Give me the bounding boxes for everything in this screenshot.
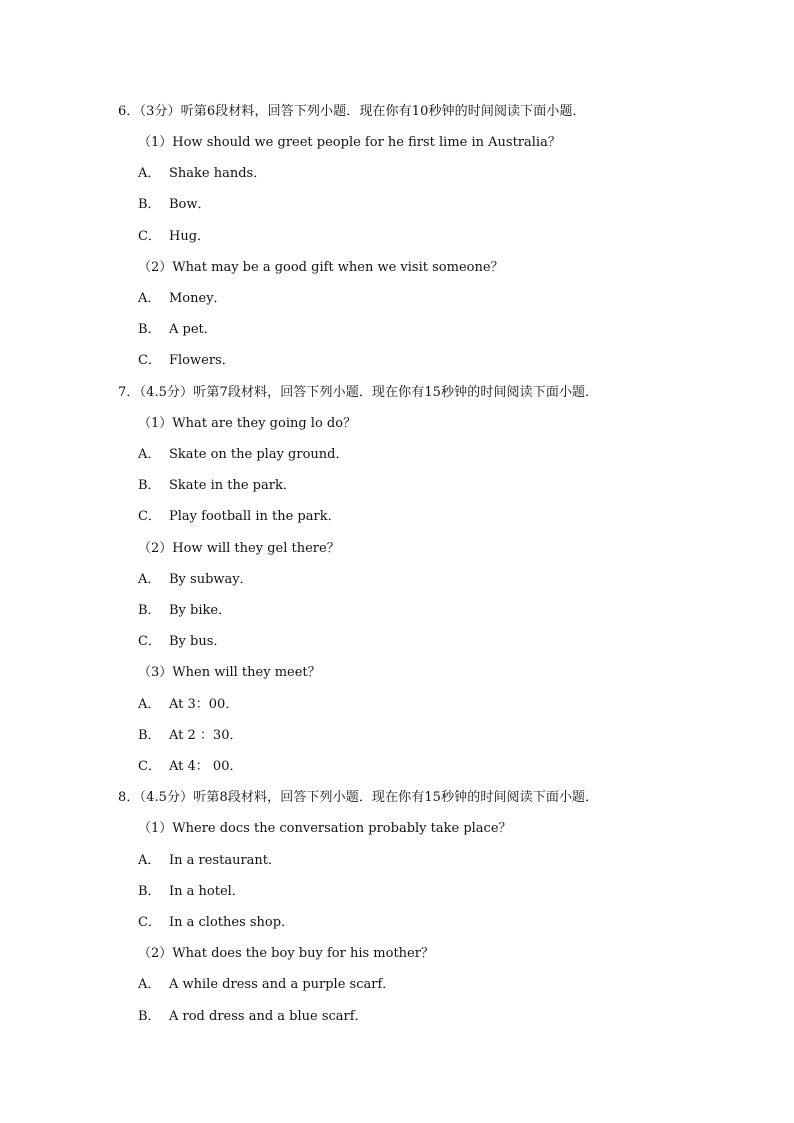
option-text: A rod dress and a blue scarf．	[169, 1009, 368, 1024]
option-text: Skate on the play ground．	[169, 447, 349, 462]
question-6-2-option-c	[138, 353, 235, 369]
option-letter: B．	[138, 322, 161, 337]
option-letter: B．	[138, 197, 161, 212]
question-7-3-option-b	[138, 728, 242, 744]
option-letter: A．	[138, 853, 161, 868]
option-letter: C．	[138, 353, 161, 368]
question-8-1-prompt: （1）Where docs the conversation probably take place？	[138, 821, 512, 836]
option-text: A pet．	[169, 322, 217, 337]
option-letter: C．	[138, 915, 161, 930]
question-7-1-option-a	[138, 447, 348, 463]
question-7-2-option-b	[138, 603, 231, 619]
option-text: By bus．	[169, 634, 227, 649]
question-8-2-option-b	[138, 1009, 368, 1025]
question-7-1-option-c	[138, 509, 341, 525]
question-6-1-prompt: （1）How should we greet people for he first lime in Australia？	[138, 135, 561, 150]
option-text: By bike．	[169, 603, 232, 618]
option-text: Play football in the park．	[169, 509, 341, 524]
option-letter: A．	[138, 977, 161, 992]
option-letter: A．	[138, 572, 161, 587]
option-text: Shake hands．	[169, 166, 267, 181]
option-letter: B．	[138, 728, 161, 743]
question-6-1-option-b	[138, 197, 211, 213]
question-8-1-option-a	[138, 853, 281, 869]
option-text: A while dress and a purple scarf．	[169, 977, 396, 992]
option-letter: C．	[138, 509, 161, 524]
question-6-2-option-a	[138, 291, 227, 307]
option-text: At 2 ：30．	[169, 728, 243, 743]
option-text: At 4： 00．	[169, 759, 243, 774]
option-text: In a clothes shop．	[169, 915, 295, 930]
option-letter: A．	[138, 447, 161, 462]
option-text: By subway．	[169, 572, 253, 587]
question-7-2-option-c	[138, 634, 226, 650]
question-8-2-option-a	[138, 977, 395, 993]
option-letter: A．	[138, 166, 161, 181]
question-6-title: 6．（3分）听第6段材料，回答下列小题．现在你有10秒钟的时间阅读下面小题．	[118, 104, 586, 119]
option-text: Money．	[169, 291, 227, 306]
option-text: In a hotel．	[169, 884, 245, 899]
option-text: Skate in the park．	[169, 478, 296, 493]
question-8-1-option-c	[138, 915, 294, 931]
option-letter: B．	[138, 603, 161, 618]
question-7-3-prompt: （3）When will they meet？	[138, 665, 321, 680]
question-7-1-option-b	[138, 478, 296, 494]
question-7-2-prompt: （2）How will they gel there？	[138, 541, 340, 556]
option-letter: B．	[138, 1009, 161, 1024]
option-text: At 3：00．	[169, 697, 239, 712]
question-6-2-option-b	[138, 322, 217, 338]
question-8-2-prompt: （2）What does the boy buy for his mother？	[138, 946, 434, 961]
option-letter: A．	[138, 291, 161, 306]
question-7-1-prompt: （1）What are they going lo do？	[138, 416, 357, 431]
option-text: Flowers．	[169, 353, 235, 368]
option-letter: C．	[138, 634, 161, 649]
option-text: Hug．	[169, 229, 211, 244]
question-7-title: 7．（4.5分）听第7段材料，回答下列小题．现在你有15秒钟的时间阅读下面小题．	[118, 385, 599, 400]
option-letter: B．	[138, 478, 161, 493]
question-7-3-option-c	[138, 759, 242, 775]
question-8-title: 8．（4.5分）听第8段材料，回答下列小题．现在你有15秒钟的时间阅读下面小题．	[118, 790, 599, 805]
question-7-3-option-a	[138, 697, 238, 713]
question-6-1-option-c	[138, 229, 210, 245]
option-text: In a restaurant．	[169, 853, 282, 868]
option-text: Bow．	[169, 197, 211, 212]
option-letter: C．	[138, 229, 161, 244]
option-letter: A．	[138, 697, 161, 712]
question-6-1-option-a	[138, 166, 266, 182]
option-letter: C．	[138, 759, 161, 774]
option-letter: B．	[138, 884, 161, 899]
question-7-2-option-a	[138, 572, 253, 588]
question-6-2-prompt: （2）What may be a good gift when we visit someone？	[138, 260, 504, 275]
question-8-1-option-b	[138, 884, 245, 900]
